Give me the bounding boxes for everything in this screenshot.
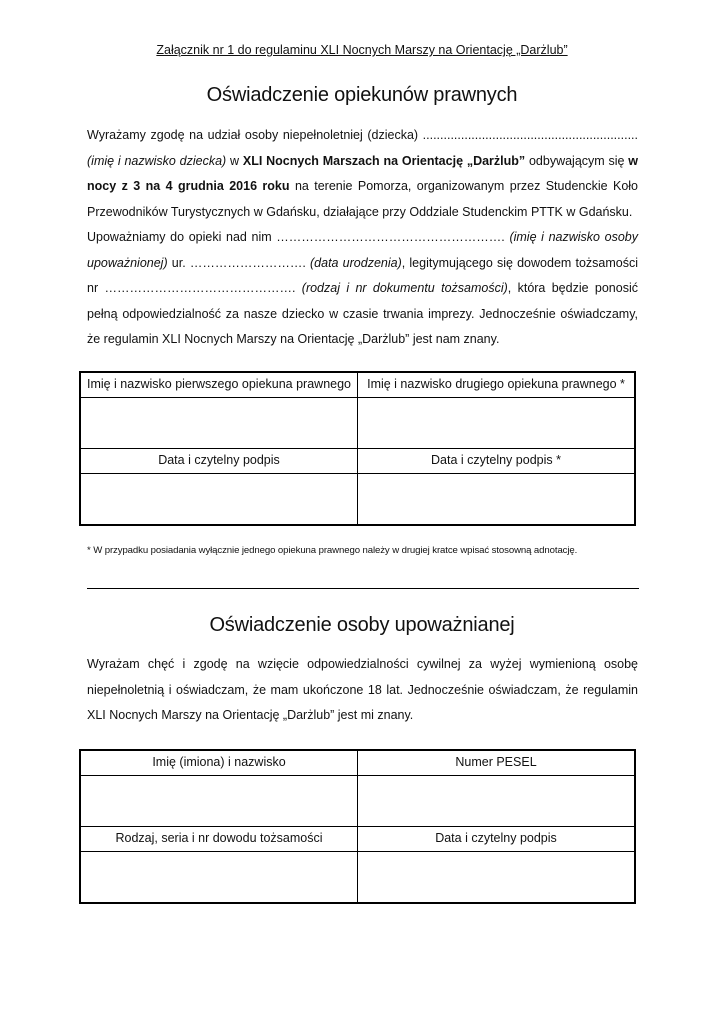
first-guardian-signature-field[interactable]: [80, 474, 358, 526]
id-document-label: Rodzaj, seria i nr dowodu tożsamości: [80, 827, 358, 852]
consent-text-3: odbywającym się: [525, 153, 629, 168]
authorized-signature-label: Data i czytelny podpis: [358, 827, 636, 852]
first-guardian-signature-label: Data i czytelny podpis: [80, 449, 358, 474]
second-guardian-signature-label: Data i czytelny podpis *: [358, 449, 636, 474]
authorization-text-4: , która będzie ponosić pełną odpowiedzialność za nasze dziecko w czasie trwania imprezy. Jednocześnie oświadczamy, że regulamin XLI Nocnych Marszy na Orientację „Darżlub” jest nam znany.: [87, 281, 638, 346]
section1-title: Oświadczenie opiekunów prawnych: [206, 84, 518, 106]
guardians-signature-table: [79, 371, 636, 526]
consent-text-4: na terenie Pomorza, organizowanym przez Studenckie Koło Przewodników Turystycznych w Gdańsku, działające przy Oddziale Studenckim PTTK w Gdańsku.: [87, 179, 639, 219]
event-date: w nocy z 3 na 4 grudnia 2016 roku: [87, 153, 639, 193]
first-guardian-name-field[interactable]: [80, 398, 358, 449]
birth-date-hint: (data urodzenia): [310, 255, 402, 270]
consent-text: Wyrażamy zgodę na udział osoby niepełnoletniej (dziecka) ..............................................................: [87, 128, 638, 142]
second-guardian-signature-field[interactable]: [358, 474, 636, 526]
consent-text-2: w: [226, 153, 243, 168]
event-name: XLI Nocnych Marszach na Orientację „Darżlub”: [242, 153, 526, 168]
section2-title: Oświadczenie osoby upoważnianej: [209, 614, 515, 636]
section-divider: [87, 588, 639, 589]
authorization-text: Upoważniamy do opieki nad nim ……………………………………………….: [87, 230, 510, 244]
authorization-text-3: , legitymującego się dowodem tożsamości nr ……………………………………….: [87, 255, 638, 295]
authorized-name-hint: (imię i nazwisko osoby upoważnionej): [87, 230, 639, 270]
section1-body: [87, 123, 638, 353]
authorized-name-label: Imię (imiona) i nazwisko: [80, 750, 358, 776]
authorization-text-2: ur. ……………………….: [167, 255, 311, 270]
child-name-hint: (imię i nazwisko dziecka): [87, 153, 227, 168]
authorized-signature-field[interactable]: [358, 852, 636, 904]
authorized-name-field[interactable]: [80, 776, 358, 827]
section2-body: Wyrażam chęć i zgodę na wzięcie odpowiedzialności cywilnej za wyżej wymienioną osobę niepełnoletnią i oświadczam, że mam ukończone 18 lat. Jednocześnie oświadczam, że regulamin XLI Nocnych Marszy na Orientację „Darżlub” jest mi znany.: [87, 657, 638, 722]
header-note: Załącznik nr 1 do regulaminu XLI Nocnych Marszy na Orientację „Darżlub”: [156, 43, 568, 57]
pesel-field[interactable]: [358, 776, 636, 827]
pesel-label: Numer PESEL: [358, 750, 636, 776]
id-document-hint: (rodzaj i nr dokumentu tożsamości): [301, 281, 508, 295]
authorized-person-table: [79, 749, 636, 904]
id-document-field[interactable]: [80, 852, 358, 904]
footnote: * W przypadku posiadania wyłącznie jednego opiekuna prawnego należy w drugiej kratce wpisać stosowną adnotację.: [87, 545, 578, 556]
second-guardian-name-label: Imię i nazwisko drugiego opiekuna prawnego *: [358, 372, 636, 398]
first-guardian-name-label: Imię i nazwisko pierwszego opiekuna prawnego: [80, 372, 358, 398]
second-guardian-name-field[interactable]: [358, 398, 636, 449]
